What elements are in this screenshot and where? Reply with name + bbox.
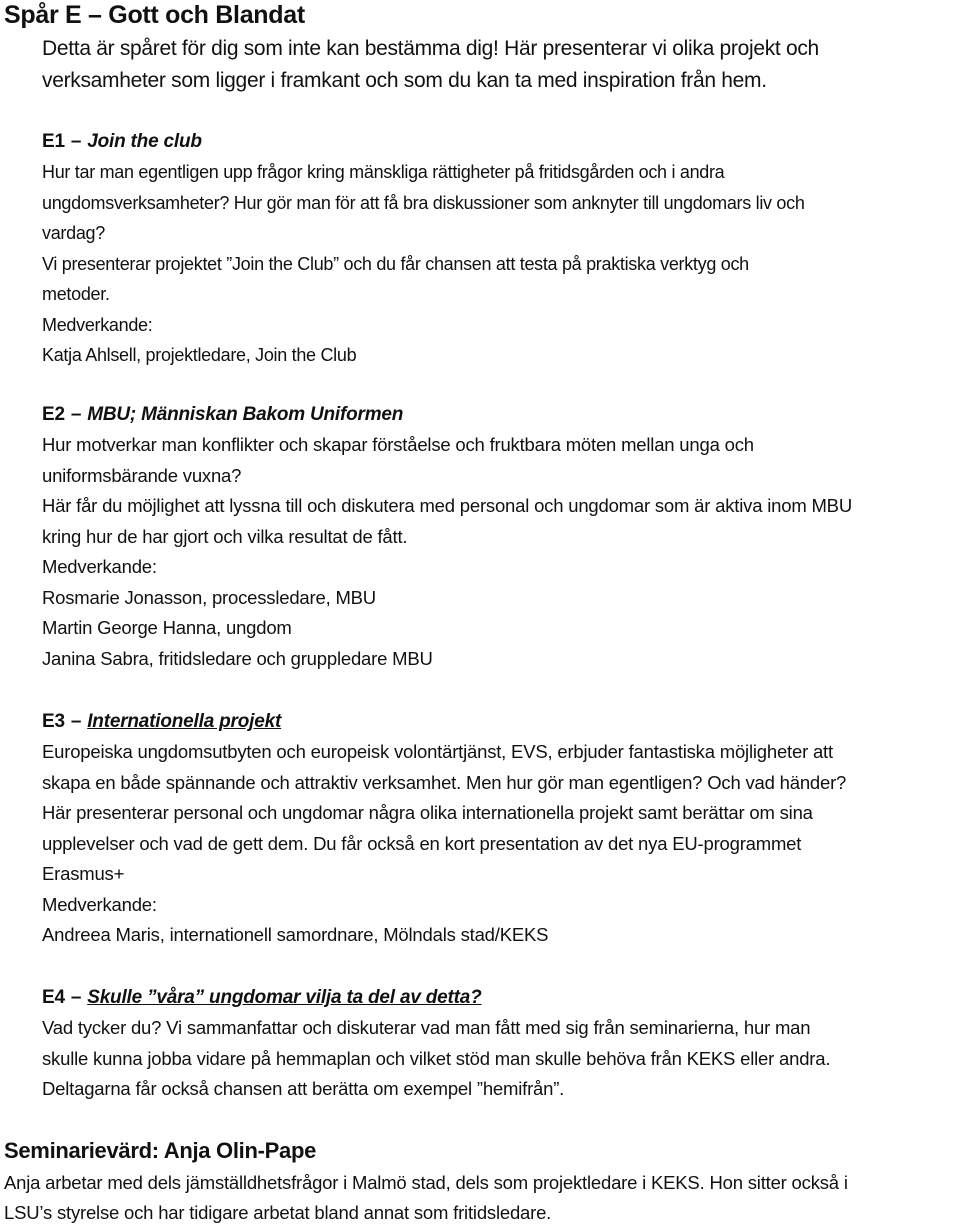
contributor: Andreea Maris, internationell samordnare, Mölndals stad/KEKS [42,924,549,945]
section-e3 [42,707,952,951]
body-line: uniformsbärande vuxna? [42,464,242,486]
body-line: metoder. [42,284,110,304]
body-line: skapa en både spännande och attraktiv verksamhet. Men hur gör man egentligen? Och vad händer? [42,771,847,793]
body-line: skulle kunna jobba vidare på hemmaplan och vilket stöd man skulle behöva från KEKS eller andra. [42,1047,831,1069]
contributors-label: Medverkande: [42,893,157,915]
section-title: MBU; Människan Bakom Uniformen [87,404,404,425]
contributor: Katja Ahlsell, projektledare, Join the Club [42,345,357,365]
section-dash: – [70,131,82,152]
contributors-label: Medverkande: [42,314,153,335]
section-e1 [42,127,952,371]
body-line: upplevelser och vad de gett dem. Du får också en kort presentation av det nya EU-programmet [42,832,802,854]
host-heading: Seminarievärd: Anja Olin-Pape [4,1138,317,1163]
body-line: kring hur de har gjort och vilka resultat de fått. [42,525,408,547]
section-code: E3 [42,711,65,732]
section-title: Skulle ”våra” ungdomar vilja ta del av detta? [87,987,482,1008]
contributor: Martin George Hanna, ungdom [42,617,292,638]
section-heading [42,400,952,430]
body-line: Europeiska ungdomsutbyten och europeisk volontärtjänst, EVS, erbjuder fantastiska möjligheter att [42,741,833,762]
body-line: vardag? [42,223,105,243]
section-title: Join the club [87,131,202,152]
section-dash: – [70,404,82,425]
section-e4 [42,983,952,1105]
track-intro [42,33,942,97]
section-code: E4 [42,987,65,1008]
section-code: E1 [42,131,65,152]
section-e2 [42,400,952,674]
intro-line: verksamheter som ligger i framkant och som du kan ta med inspiration från hem. [42,69,767,92]
section-dash: – [70,711,82,732]
section-heading [42,707,952,737]
section-body [42,1013,952,1105]
body-line: Hur motverkar man konflikter och skapar förståelse och fruktbara möten mellan unga och [42,434,754,455]
body-line: Vi presenterar projektet ”Join the Club” och du får chansen att testa på praktiska verktyg och [42,253,749,274]
section-body [42,737,952,951]
section-body [42,157,952,371]
track-title: Spår E – Gott och Blandat [4,1,305,29]
body-line: Hur tar man egentligen upp frågor kring mänskliga rättigheter på fritidsgården och i andra [42,162,725,182]
body-line: Deltagarna får också chansen att berätta om exempel ”hemifrån”. [42,1078,565,1099]
intro-line: Detta är spåret för dig som inte kan bestämma dig! Här presenterar vi olika projekt och [42,37,819,60]
section-code: E2 [42,404,65,425]
section-title: Internationella projekt [87,711,282,732]
section-heading [42,127,952,157]
contributor: Rosmarie Jonasson, processledare, MBU [42,586,376,608]
body-line: Vad tycker du? Vi sammanfattar och diskuterar vad man fått med sig från seminarierna, hur man [42,1017,811,1038]
body-line: ungdomsverksamheter? Hur gör man för att få bra diskussioner som anknyter till ungdomars liv och [42,192,805,213]
bio-line: LSU’s styrelse och har tidigare arbetat bland annat som fritidsledare. [4,1202,552,1223]
section-dash: – [70,987,82,1008]
bio-line: Anja arbetar med dels jämställdhetsfrågor i Malmö stad, dels som projektledare i KEKS. Hon sitter också i [4,1172,848,1193]
body-line: Här får du möjlighet att lyssna till och diskutera med personal och ungdomar som är aktiva inom MBU [42,495,852,516]
section-body [42,430,952,674]
body-line: Här presenterar personal och ungdomar några olika internationella projekt samt berättar om sina [42,802,813,823]
host-bio [4,1168,956,1228]
contributor: Janina Sabra, fritidsledare och gruppledare MBU [42,647,433,669]
body-line: Erasmus+ [42,863,125,884]
contributors-label: Medverkande: [42,556,157,577]
section-heading [42,983,952,1013]
